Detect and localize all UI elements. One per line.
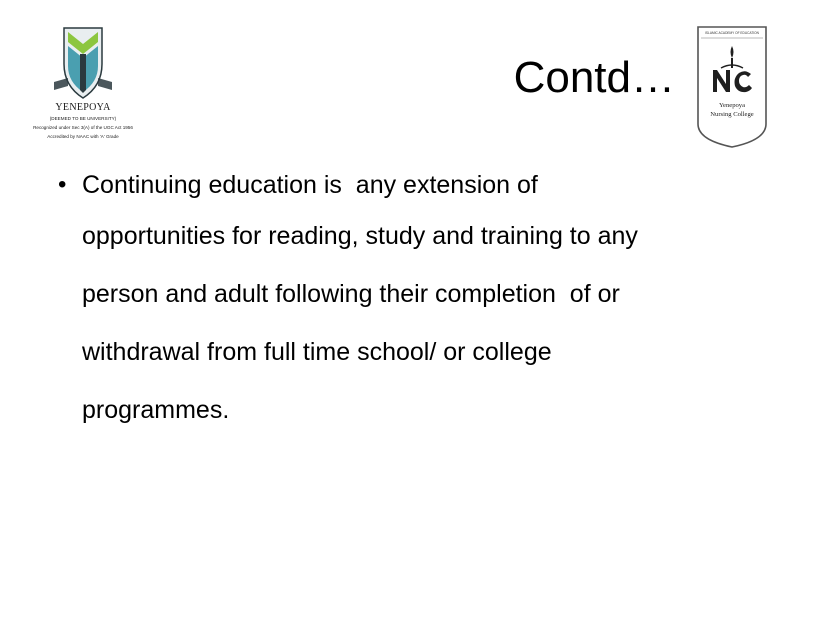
nursing-college-name-line-2: Nursing College (710, 111, 754, 118)
slide-title: Contd… (513, 53, 675, 102)
body-line-1: Continuing education is any extension of (82, 171, 538, 199)
university-accreditation-line: Accredited by NAAC with 'A' Grade (47, 134, 119, 139)
yenepoya-university-crest-icon (24, 24, 142, 104)
university-recognition-line: Recognized under Sec 3(A) of the UGC Act 1956 (33, 125, 133, 130)
yenepoya-university-logo (24, 24, 142, 154)
university-status-line: (DEEMED TO BE UNIVERSITY) (49, 116, 117, 121)
yenepoya-nursing-college-logo (695, 24, 769, 150)
slide-body (58, 163, 798, 439)
bullet-marker: • (58, 171, 67, 198)
body-line-3: person and adult following their completion of or (82, 280, 620, 308)
university-name: YENEPOYA (55, 102, 111, 113)
yenepoya-nursing-college-seal-icon (695, 24, 769, 150)
bullet-item (58, 163, 798, 439)
body-line-4: withdrawal from full time school/ or college (82, 338, 552, 366)
body-line-5: programmes. (82, 396, 230, 424)
body-line-2: opportunities for reading, study and training to any (82, 222, 638, 250)
nursing-college-top-text: ISLAMIC ACADEMY OF EDUCATION (705, 31, 759, 35)
nursing-college-name-line-1: Yenepoya (718, 102, 746, 109)
